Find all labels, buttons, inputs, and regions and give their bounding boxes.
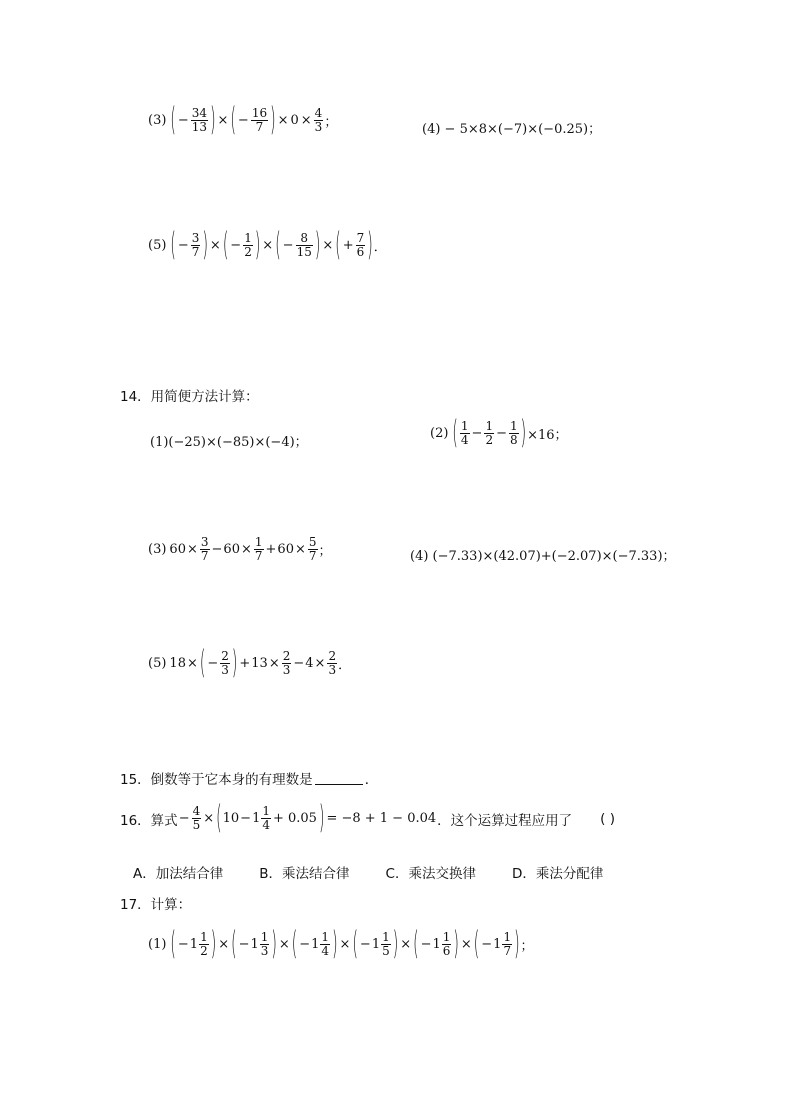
left-paren: ( xyxy=(170,227,176,264)
fraction xyxy=(484,420,494,447)
fraction xyxy=(509,420,519,447)
times-sign: × xyxy=(460,937,472,952)
end-punct: ． xyxy=(373,240,387,255)
right-paren: ) xyxy=(392,926,399,963)
part-label: (5) xyxy=(148,238,167,253)
times-sign: × xyxy=(186,656,198,671)
right-hand-side: = −8 + 1 − 0.04 xyxy=(326,811,437,826)
q17-title xyxy=(120,893,191,913)
left-paren: ( xyxy=(352,926,358,963)
minus-sign: − xyxy=(207,656,219,671)
right-paren: ) xyxy=(202,227,208,264)
fraction xyxy=(296,232,313,259)
whole-part: 1 xyxy=(432,937,441,952)
q14-part2 xyxy=(430,415,568,452)
part-label: (2) xyxy=(430,426,449,441)
right-paren: ) xyxy=(271,926,277,963)
numerator: 1 xyxy=(509,419,518,433)
left-paren: ( xyxy=(170,926,176,963)
fraction xyxy=(282,650,292,677)
numerator: 2 xyxy=(221,649,229,663)
plus-sign: + xyxy=(239,656,251,671)
coefficient: 60 xyxy=(277,542,294,557)
question-prefix: 16．算式 xyxy=(120,812,178,829)
question-title: 17．计算： xyxy=(120,897,192,913)
right-paren: ) xyxy=(318,800,325,837)
fraction xyxy=(460,420,470,447)
part-label: (5) xyxy=(148,656,167,671)
times-sign: × xyxy=(262,238,274,253)
q17-part1 xyxy=(148,926,534,963)
denominator: 8 xyxy=(509,433,518,447)
numerator: 1 xyxy=(254,535,263,549)
left-paren: ( xyxy=(222,227,229,264)
denominator: 7 xyxy=(255,120,264,134)
q13-part3 xyxy=(148,102,338,139)
expression-text: (4) − 5×8×(−7)×(−0.25)； xyxy=(422,122,602,137)
fraction xyxy=(192,805,202,832)
left-paren: ( xyxy=(452,415,458,452)
denominator: 3 xyxy=(260,944,269,958)
answer-bracket[interactable]: ( ) xyxy=(600,810,615,827)
right-paren: ) xyxy=(314,227,321,264)
times-sign: × xyxy=(300,113,312,128)
fraction xyxy=(308,536,318,563)
expression-tail: + 0.05 xyxy=(272,811,317,826)
whole-part: 1 xyxy=(250,937,259,952)
fraction xyxy=(254,536,264,563)
coefficient: 60 xyxy=(169,542,186,557)
denominator: 6 xyxy=(356,245,365,259)
minus-sign: − xyxy=(359,937,371,952)
q15 xyxy=(120,768,378,788)
denominator: 7 xyxy=(254,549,263,563)
numerator: 1 xyxy=(262,804,270,818)
numerator: 1 xyxy=(460,419,469,433)
end-punct: ． xyxy=(364,772,379,788)
numerator: 7 xyxy=(356,231,365,245)
denominator: 13 xyxy=(191,120,208,134)
times-sign: × xyxy=(339,937,351,952)
numerator: 3 xyxy=(200,535,209,549)
numerator: 16 xyxy=(251,106,268,120)
right-paren: ) xyxy=(367,227,373,264)
coefficient: 4 xyxy=(305,656,314,671)
fraction xyxy=(261,805,271,832)
right-paren: ) xyxy=(254,227,261,264)
numerator: 1 xyxy=(503,930,512,944)
whole-part: 1 xyxy=(493,937,502,952)
minus-sign: − xyxy=(177,113,189,128)
minus-sign: − xyxy=(471,426,483,441)
answer-blank[interactable] xyxy=(315,772,363,785)
numerator: 1 xyxy=(442,930,451,944)
times-sign: × xyxy=(322,238,334,253)
expression-text: (1)(−25)×(−85)×(−4)； xyxy=(150,435,308,450)
option-d[interactable]: D．乘法分配律 xyxy=(511,866,604,882)
fraction xyxy=(191,232,201,259)
part-label: (3) xyxy=(148,113,167,128)
fraction xyxy=(327,650,337,677)
denominator: 7 xyxy=(200,549,209,563)
minus-sign: − xyxy=(238,937,250,952)
numerator: 1 xyxy=(382,930,390,944)
end-punct: ； xyxy=(324,115,338,130)
whole-part: 1 xyxy=(252,811,261,826)
left-paren: ( xyxy=(291,926,298,963)
minus-sign: − xyxy=(293,656,305,671)
denominator: 7 xyxy=(503,944,512,958)
left-paren: ( xyxy=(199,645,206,682)
left-paren: ( xyxy=(231,926,237,963)
q14-part5 xyxy=(148,645,352,682)
end-punct: ． xyxy=(338,658,352,673)
q14-part3 xyxy=(148,536,332,563)
question-text: 15．倒数等于它本身的有理数是 xyxy=(120,772,313,788)
numerator: 1 xyxy=(244,231,252,245)
fraction xyxy=(356,232,366,259)
denominator: 2 xyxy=(244,245,252,259)
denominator: 2 xyxy=(485,433,494,447)
minus-sign: − xyxy=(282,238,294,253)
times-sign: × xyxy=(217,113,229,128)
denominator: 4 xyxy=(262,818,270,832)
left-paren: ( xyxy=(413,926,419,963)
denominator: 3 xyxy=(221,663,229,677)
whole-part: 1 xyxy=(371,937,381,952)
numerator: 5 xyxy=(308,535,317,549)
fraction xyxy=(199,931,209,958)
left-paren: ( xyxy=(275,227,281,264)
minus-sign: − xyxy=(230,238,242,253)
times-sign: × xyxy=(314,656,326,671)
right-paren: ) xyxy=(231,645,238,682)
question-title: 14．用简便方法计算： xyxy=(120,389,259,405)
left-paren: ( xyxy=(473,926,480,963)
q14-title xyxy=(120,385,259,405)
numerator: 1 xyxy=(260,930,269,944)
times-sign: × xyxy=(203,811,215,826)
minus-sign: − xyxy=(177,937,189,952)
times-sign: × xyxy=(209,238,221,253)
denominator: 6 xyxy=(442,944,451,958)
q16 xyxy=(120,800,615,837)
numerator: 8 xyxy=(300,231,309,245)
times-sign: × xyxy=(277,113,289,128)
denominator: 5 xyxy=(192,818,201,832)
fraction xyxy=(220,650,230,677)
denominator: 3 xyxy=(314,120,323,134)
minus-sign: − xyxy=(177,238,189,253)
q13-part5 xyxy=(148,227,387,264)
times-sign: × xyxy=(186,542,198,557)
numerator: 34 xyxy=(191,106,208,120)
q14-part1 xyxy=(150,431,308,450)
fraction xyxy=(381,931,391,958)
denominator: 4 xyxy=(321,944,330,958)
option-c[interactable]: C．乘法交换律 xyxy=(385,866,476,882)
whole-part: 1 xyxy=(311,937,320,952)
times-sign: × xyxy=(240,542,252,557)
right-paren: ) xyxy=(514,926,520,963)
left-paren: ( xyxy=(170,102,176,139)
fraction xyxy=(442,931,452,958)
expression-tail: ×16； xyxy=(527,428,568,443)
expression-text: (4) (−7.33)×(42.07)+(−2.07)×(−7.33)； xyxy=(410,549,676,564)
coefficient: 18 xyxy=(169,656,186,671)
end-punct: ； xyxy=(520,939,534,954)
times-sign: × xyxy=(400,937,412,952)
whole-part: 1 xyxy=(189,937,199,952)
denominator: 7 xyxy=(191,245,200,259)
fraction xyxy=(200,536,210,563)
numerator: 1 xyxy=(485,419,494,433)
coefficient: 10 xyxy=(222,811,240,826)
minus-sign: − xyxy=(211,542,223,557)
denominator: 4 xyxy=(460,433,469,447)
numerator: 4 xyxy=(314,106,323,120)
right-paren: ) xyxy=(520,415,527,452)
minus-sign: − xyxy=(481,937,493,952)
right-paren: ) xyxy=(332,926,338,963)
zero-value: 0 xyxy=(290,113,299,128)
coefficient: 60 xyxy=(223,542,240,557)
denominator: 5 xyxy=(382,944,390,958)
denominator: 2 xyxy=(200,944,208,958)
fraction xyxy=(502,931,512,958)
coefficient: 13 xyxy=(251,656,268,671)
q16-options xyxy=(133,862,639,882)
denominator: 3 xyxy=(282,663,291,677)
left-paren: ( xyxy=(216,800,222,837)
end-punct: ； xyxy=(318,544,332,559)
times-sign: × xyxy=(268,656,280,671)
numerator: 1 xyxy=(200,930,208,944)
times-sign: × xyxy=(294,542,306,557)
left-paren: ( xyxy=(230,102,236,139)
right-paren: ) xyxy=(270,102,276,139)
left-paren: ( xyxy=(335,227,341,264)
right-paren: ) xyxy=(210,102,216,139)
numerator: 1 xyxy=(321,930,330,944)
fraction xyxy=(320,931,330,958)
part-label: (3) xyxy=(148,542,167,557)
times-sign: × xyxy=(218,937,230,952)
numerator: 2 xyxy=(282,649,291,663)
fraction xyxy=(251,107,268,134)
numerator: 4 xyxy=(192,804,201,818)
minus-sign: − xyxy=(496,426,507,441)
plus-sign: + xyxy=(342,238,354,253)
right-paren: ) xyxy=(210,926,217,963)
q14-part4 xyxy=(410,545,676,564)
plus-sign: + xyxy=(265,542,277,557)
minus-sign: − xyxy=(237,113,249,128)
denominator: 7 xyxy=(308,549,317,563)
mixed-number xyxy=(252,805,272,832)
minus-sign: − xyxy=(299,937,311,952)
right-paren: ) xyxy=(453,926,459,963)
denominator: 15 xyxy=(296,245,312,259)
option-b[interactable]: B．乘法结合律 xyxy=(259,866,350,882)
fraction xyxy=(260,931,270,958)
times-sign: × xyxy=(278,937,290,952)
minus-sign: − xyxy=(240,811,252,826)
minus-sign: − xyxy=(420,937,432,952)
minus-sign: − xyxy=(178,811,190,826)
numerator: 2 xyxy=(328,649,337,663)
fraction xyxy=(191,107,208,134)
fraction xyxy=(314,107,324,134)
denominator: 3 xyxy=(328,663,337,677)
question-suffix: ．这个运算过程应用了 xyxy=(437,812,573,829)
option-a[interactable]: A．加法结合律 xyxy=(133,866,224,882)
q13-part4 xyxy=(422,118,601,137)
numerator: 3 xyxy=(191,231,200,245)
fraction xyxy=(243,232,253,259)
part-label: (1) xyxy=(148,937,167,952)
